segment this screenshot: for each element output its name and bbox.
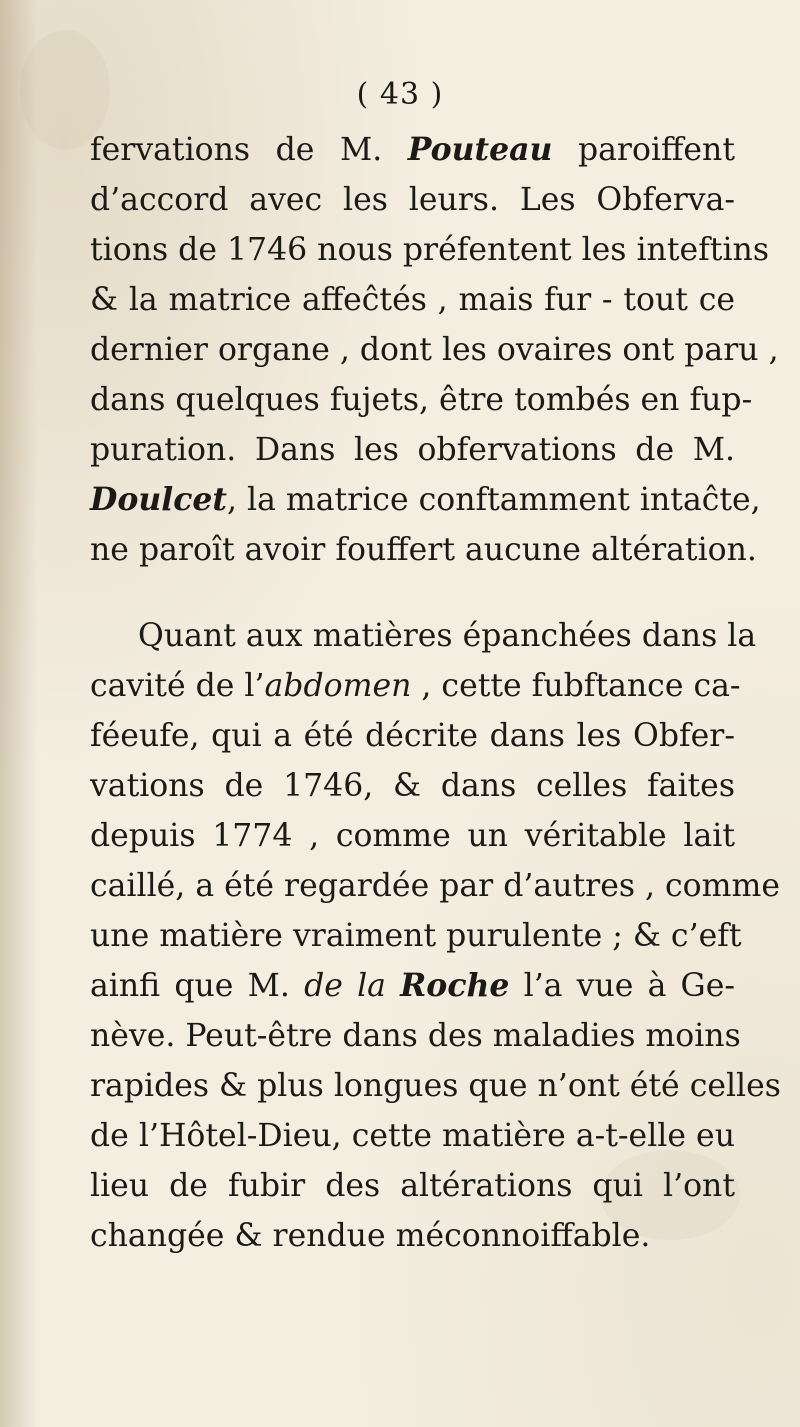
text-segment: ainfi que M. (90, 968, 305, 1004)
text-segment: ne paroît avoir fouffert aucune altération. (90, 532, 757, 568)
text-segment: paroiffent (552, 132, 735, 168)
text-line (90, 525, 757, 575)
text-segment: Pouteau (407, 131, 553, 168)
text-line (90, 1061, 781, 1111)
text-segment: cavité de l’ (90, 668, 265, 704)
text-line (90, 425, 735, 475)
text-segment: , la matrice conftamment intaĉte, (226, 482, 761, 518)
text-segment: dans quelques fujets, être tombés en fup- (90, 382, 753, 418)
text-segment: de l’Hôtel-Dieu, cette matière a-t-elle eu (90, 1118, 735, 1154)
text-segment: de la (304, 968, 386, 1004)
text-segment: abdomen (264, 668, 412, 704)
text-segment: Quant aux matières épanchées dans la (138, 618, 757, 654)
paragraph-gap (90, 575, 735, 611)
text-segment: Roche (400, 967, 510, 1004)
text-segment: l’a vue à Ge- (509, 968, 735, 1004)
text-segment: Doulcet (90, 481, 227, 518)
text-segment: changée & rendue méconnoiffable. (90, 1218, 651, 1254)
text-segment: lieu de fubir des altérations qui l’ont (90, 1168, 735, 1204)
text-segment: fervations de M. (90, 132, 408, 168)
text-line (90, 611, 757, 661)
text-segment: dernier organe , dont les ovaires ont paru , (90, 332, 779, 368)
text-line (90, 275, 735, 325)
text-segment: d’accord avec les leurs. Les Obferva- (90, 182, 735, 218)
text-line (90, 661, 741, 711)
text-segment: puration. Dans les obfervations de M. (90, 432, 735, 468)
text-segment: & la matrice affeĉtés , mais fur - tout ce (90, 282, 735, 318)
text-line (90, 711, 735, 761)
page-number: ( 43 ) (356, 77, 444, 112)
text-segment: féeufe, qui a été décrite dans les Obfer- (90, 718, 735, 754)
text-line (90, 1161, 735, 1211)
text-line (90, 125, 735, 175)
text-segment: une matière vraiment purulente ; & c’eft (90, 918, 742, 954)
text-line (90, 375, 753, 425)
text-line (90, 1211, 735, 1261)
text-line (90, 1011, 741, 1061)
text-segment (386, 968, 400, 1004)
paragraph (90, 125, 779, 575)
text-segment: caillé, a été regardée par d’autres , comme (90, 868, 781, 904)
text-segment: depuis 1774 , comme un véritable lait (90, 818, 735, 854)
text-line (90, 811, 735, 861)
paragraph (90, 611, 781, 1261)
text-line (90, 961, 735, 1011)
page-edge-shadow (0, 0, 38, 1427)
body-text (90, 125, 781, 1261)
text-segment: nève. Peut-être dans des maladies moins (90, 1018, 741, 1054)
text-line (90, 325, 779, 375)
text-line (90, 861, 781, 911)
text-segment: rapides & plus longues que n’ont été celles (90, 1068, 781, 1104)
text-line (90, 475, 761, 525)
text-line (90, 175, 735, 225)
text-line (90, 761, 735, 811)
text-line (90, 911, 742, 961)
text-segment: vations de 1746, & dans celles faites (90, 768, 735, 804)
text-segment: , cette fubftance ca- (411, 668, 741, 704)
text-segment: tions de 1746 nous préfentent les inteftins (90, 232, 769, 268)
text-line (90, 1111, 735, 1161)
text-line (90, 225, 769, 275)
